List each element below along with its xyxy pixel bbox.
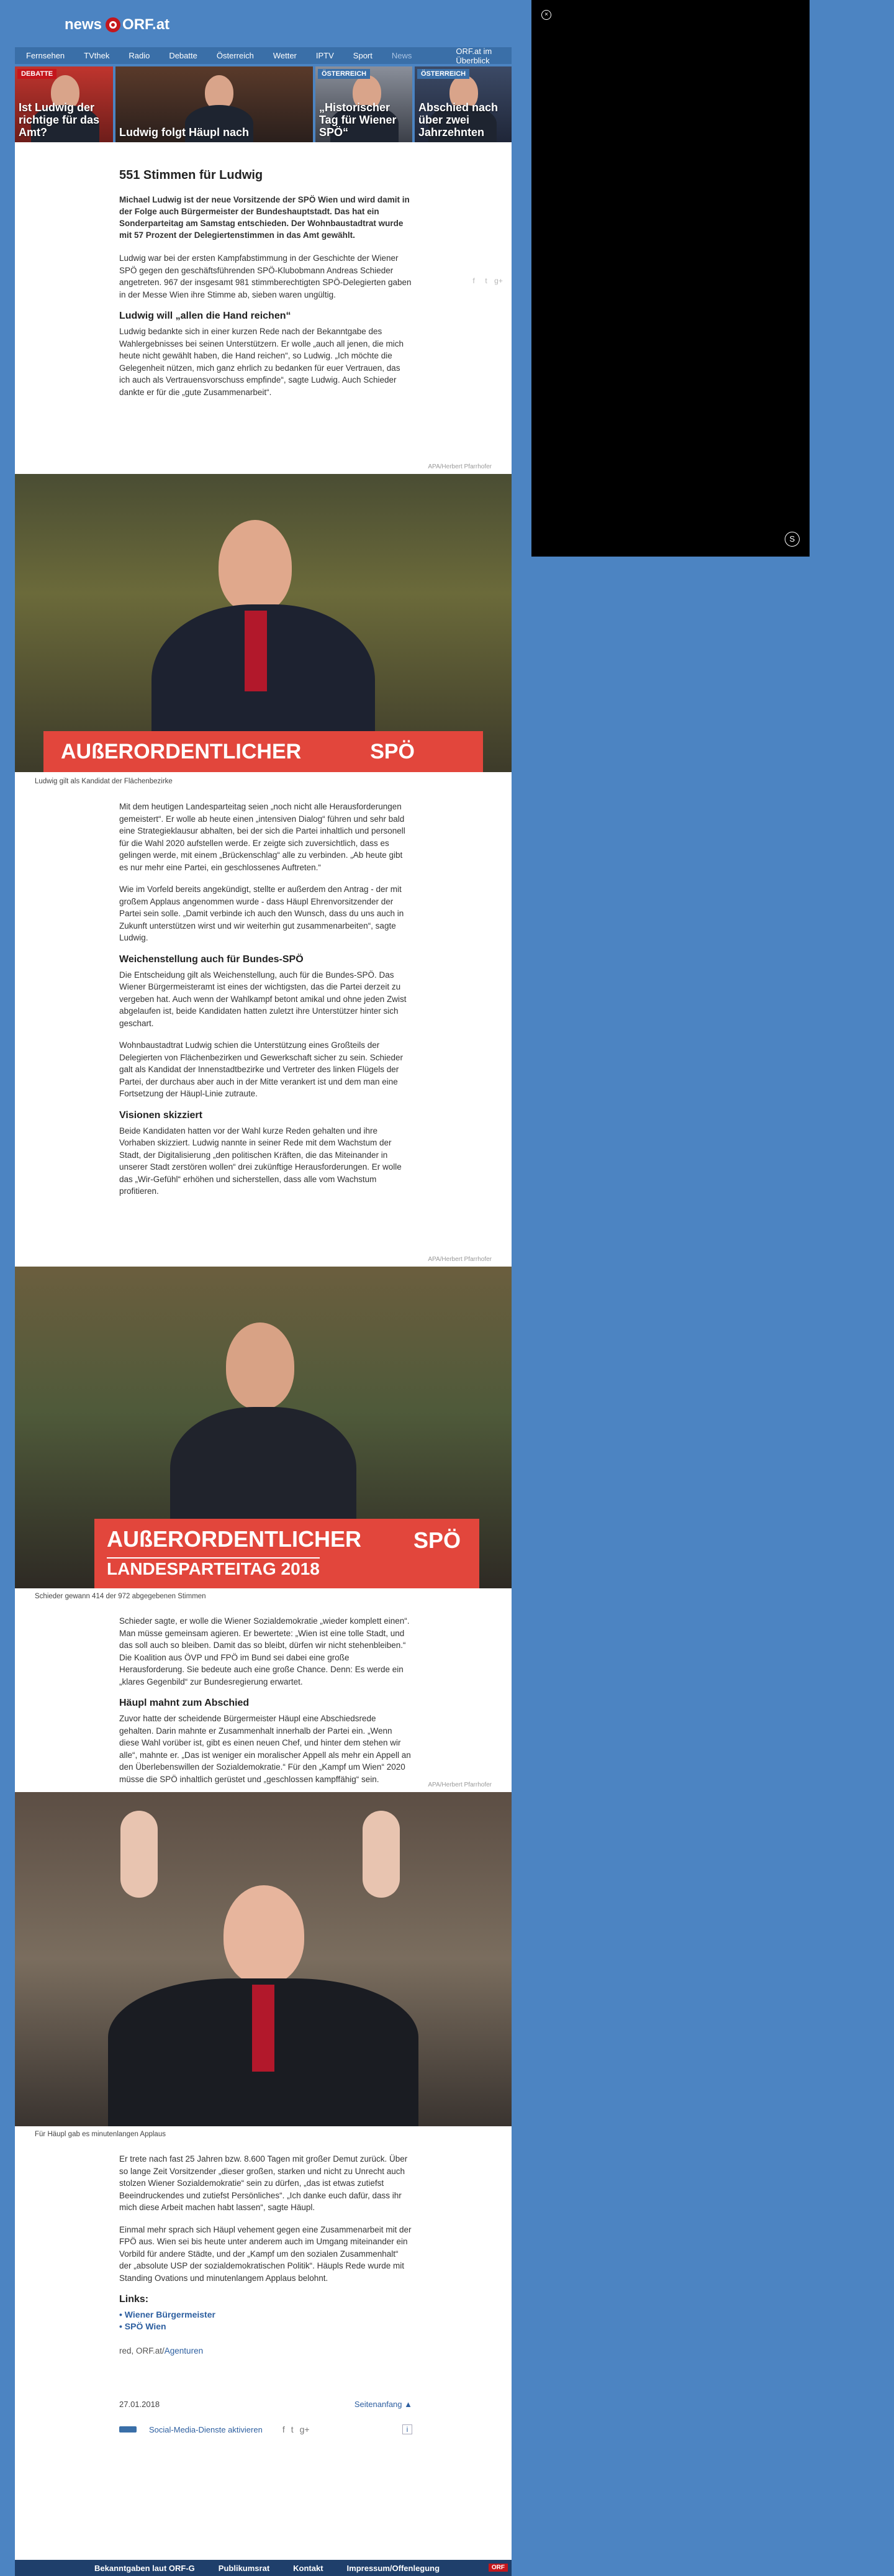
- photo-hand-left: [120, 1811, 158, 1898]
- footer-link-publikumsrat[interactable]: Publikumsrat: [218, 2563, 270, 2573]
- subheading: Häupl mahnt zum Abschied: [119, 1698, 250, 1708]
- photo-haeupl: [15, 1792, 512, 2126]
- ad-panel[interactable]: [531, 0, 810, 557]
- footer-orf-logo[interactable]: ORF: [489, 2564, 508, 2572]
- twitter-icon[interactable]: t: [291, 2424, 294, 2434]
- photo-schieder: [15, 1267, 512, 1588]
- photo-caption: Ludwig gilt als Kandidat der Flächenbezirke: [35, 778, 173, 785]
- logo-news: news: [65, 16, 102, 33]
- paragraph: Zuvor hatte der scheidende Bürgermeister Häupl eine Abschiedsrede gehalten. Darin mahnte er Zusammenhalt innerhalb der Partei ein. „Wenn diese Wahl vorüber ist, gibt es einen neuen Chef, und hinter dem stehen wir alle“, mahnte er. „Das ist weniger ein moralischer Appell als mehr ein Appell an den Überlebenswillen der Sozialdemokratie.“ Für den „Kampf um Wien“ 2020 müsse die SPÖ inhaltlich gerüstet und „geschlossen kampffähig“ sein.: [119, 1714, 411, 1784]
- header: [15, 0, 512, 47]
- ad-close-icon[interactable]: ×: [541, 10, 551, 20]
- podium-spo: SPÖ: [413, 1527, 461, 1553]
- teaser-title: „Historischer Tag für Wiener SPÖ“: [319, 101, 397, 139]
- article-container: [15, 142, 512, 2560]
- teaser-card[interactable]: [315, 66, 412, 142]
- footer-link-kontakt[interactable]: Kontakt: [293, 2563, 323, 2573]
- teaser-tag: ÖSTERREICH: [318, 69, 370, 79]
- main-nav: [15, 47, 512, 64]
- paragraph: Einmal mehr sprach sich Häupl vehement gegen eine Zusammenarbeit mit der FPÖ aus. Wien sei bis heute unter anderem auch im Umgang miteinander ein Vorbild für andere Städte, und der „Kampf um den sozialen Zusammenhalt“ der „absolute USP der sozialdemokratischen Politik“. Häupls Rede wurde mit Standing Ovations und minutenlangem Applaus belohnt.: [119, 2224, 412, 2283]
- photo-tie: [245, 611, 267, 691]
- paragraph: Die Entscheidung gilt als Weichenstellung, auch für die Bundes-SPÖ. Das Wiener Bürgermeisteramt ist eines der wichtigsten, das die Partei derzeit zu vergeben hat. Auch wenn der Wahlkampf betont amikal und ohne jeden Zwist abgelaufen ist, beide Kandidaten hatten zuletzt ihre Unterstützer hinter sich geschart.: [119, 970, 407, 1028]
- article-section-4: [119, 2153, 412, 2368]
- podium-text: AUßERORDENTLICHER: [61, 740, 302, 763]
- links-heading: Links:: [119, 2294, 149, 2305]
- teaser-tag: DEBATTE: [17, 69, 56, 79]
- googleplus-icon[interactable]: g+: [299, 2424, 310, 2434]
- links-list: [119, 2309, 412, 2333]
- social-activate-label[interactable]: Social-Media-Dienste aktivieren: [149, 2424, 263, 2434]
- link-wiener-buergermeister[interactable]: • Wiener Bürgermeister: [119, 2309, 412, 2321]
- teaser-card[interactable]: [415, 66, 512, 142]
- paragraph: Mit dem heutigen Landesparteitag seien „noch nicht alle Herausforderungen gemeistert“. Er wolle ab heute einen „intensiven Dialog“ führen und sehr bald eine Strategieklausur abhalten, bei der sich die Partei inhaltlich und personell für die Wahl 2020 aufstellen werde. Er zeigte sich zuversichtlich, dass es gelingen werde, mit einem „Brückenschlag“ alle zu verbinden. „Ab heute gibt es nur mehr eine Partei, ein geschlossenes Auftreten.“: [119, 802, 405, 872]
- share-icons: [469, 276, 503, 285]
- source-prefix: red, ORF.at/: [119, 2346, 165, 2355]
- photo-ludwig: [15, 474, 512, 772]
- paragraph: Wie im Vorfeld bereits angekündigt, stellte er außerdem den Antrag - der mit großem Applaus angenommen wurde - dass Häupl Ehrenvorsitzender der Partei sein solle. „Damit verbinde ich auch den Wunsch, dass du uns auch in Zukunft unterstützen wirst und wir weiterhin gut zusammenarbeiten“, sagte Ludwig.: [119, 885, 404, 942]
- teaser-tag: ÖSTERREICH: [417, 69, 469, 79]
- footer-link-bekanntgaben[interactable]: Bekanntgaben laut ORF-G: [94, 2563, 195, 2573]
- nav-item-wetter[interactable]: Wetter: [273, 51, 297, 60]
- page: [15, 0, 512, 2559]
- nav-item-fernsehen[interactable]: Fernsehen: [26, 51, 65, 60]
- paragraph: Wohnbaustadtrat Ludwig schien die Unterstützung eines Großteils der Delegierten von Flächenbezirken und Gewerkschaft sicher zu sein. Schieder galt als Kandidat der Innenstadtbezirke und Vertreter des linken Flügels der Partei, der durchaus aber auch in der Mitte verankert ist und dem man eine Fortsetzung der Häupl-Linie zutraute.: [119, 1040, 403, 1098]
- photo-caption: Schieder gewann 414 der 972 abgegebenen Stimmen: [35, 1593, 206, 1600]
- links-box: [119, 2294, 412, 2333]
- facebook-icon[interactable]: f: [282, 2424, 285, 2434]
- nav-item-oesterreich[interactable]: Österreich: [216, 51, 254, 60]
- podium-text-2: LANDESPARTEITAG 2018: [107, 1557, 320, 1580]
- podium-spo: SPÖ: [370, 740, 415, 763]
- photo-credit: APA/Herbert Pfarrhofer: [428, 1782, 492, 1788]
- nav-item-tvthek[interactable]: TVthek: [84, 51, 110, 60]
- paragraph: Ludwig bedankte sich in einer kurzen Rede nach der Bekanntgabe des Wahlergebnisses bei seinen Unterstützern. Er wolle „auch all jenen, die mich heute nicht gewählt haben, die Hand reichen“, so Ludwig. „Ich möchte die Gelegenheit nützen, mich ganz ehrlich zu bedanken für euer Vertrauen, das ich auch als Vertrauensvorschuss empfinde“, sagte Ludwig. Auch Schieder dankte er für die „gute Zusammenarbeit“.: [119, 327, 404, 397]
- link-spoe-wien[interactable]: • SPÖ Wien: [119, 2321, 412, 2333]
- article-title: 551 Stimmen für Ludwig: [119, 168, 263, 182]
- article-section-3: [119, 1615, 412, 1795]
- orf-logo[interactable]: [65, 16, 169, 34]
- photo-face: [226, 1322, 294, 1409]
- article-lead: Michael Ludwig ist der neue Vorsitzende der SPÖ Wien und wird damit in der Folge auch Bürgermeister der Bundeshauptstadt. Das hat ein Sonderparteitag am Samstag entschieden. Der Wohnbaustadtrat wurde mit 57 Prozent der Delegiertenstimmen in das Amt gewählt.: [119, 195, 410, 240]
- subheading: Visionen skizziert: [119, 1109, 202, 1121]
- nav-overview-link[interactable]: ORF.at im Überblick: [456, 46, 492, 65]
- photo-tie: [252, 1985, 274, 2072]
- teaser-title: Abschied nach über zwei Jahrzehnten: [418, 101, 499, 139]
- teaser-card[interactable]: [15, 66, 113, 142]
- photo-credit: APA/Herbert Pfarrhofer: [428, 463, 492, 470]
- photo-credit: APA/Herbert Pfarrhofer: [428, 1256, 492, 1263]
- photo-hand-right: [363, 1811, 400, 1898]
- social-bar: [119, 2423, 412, 2436]
- teaser-card[interactable]: [115, 66, 313, 142]
- article-section-2: [119, 801, 412, 1208]
- twitter-icon[interactable]: t: [485, 276, 487, 285]
- ad-badge-icon[interactable]: S: [785, 532, 800, 547]
- teaser-strip: [15, 66, 512, 142]
- nav-item-news[interactable]: News: [391, 51, 412, 60]
- source-link[interactable]: Agenturen: [164, 2346, 204, 2355]
- logo-orf: ORF.at: [122, 16, 170, 33]
- paragraph: Er trete nach fast 25 Jahren bzw. 8.600 Tagen mit großer Demut zurück. Über so lange Zeit Vorsitzender „dieser großen, starken und nicht zu Unrecht auch stolzen Wiener Sozialdemokratie“ sein zu dürfen, „das ist etwas zutiefst Beeindruckendes und zutiefst Persönliches“. „Ich danke euch dafür, dass ihr mich diese Arbeit machen habt lassen“, sagte Häupl.: [119, 2154, 408, 2212]
- source-line: [119, 2346, 412, 2355]
- podium-text: AUßERORDENTLICHER: [107, 1526, 361, 1552]
- photo-face: [219, 520, 292, 613]
- subheading: Weichenstellung auch für Bundes-SPÖ: [119, 953, 304, 965]
- orf-ball-icon: [106, 17, 120, 32]
- article-date: 27.01.2018: [119, 2400, 160, 2409]
- teaser-title: Ludwig folgt Häupl nach: [119, 126, 249, 139]
- googleplus-icon[interactable]: g+: [494, 276, 503, 285]
- subheading: Ludwig will „allen die Hand reichen“: [119, 311, 291, 321]
- article-section-1: [119, 168, 412, 408]
- paragraph: Schieder sagte, er wolle die Wiener Sozialdemokratie „wieder komplett einen“. Man müsse gemeinsam agieren. Er bewertete: „Wien ist eine tolle Stadt, und das soll auch so bleiben. Damit das so bleibt, dürfen wir nicht stehenbleiben.“ Die Koalition aus ÖVP und FPÖ im Bund sei dabei eine große Herausforderung. Sie bedeute auch eine große Chance. Denn: Es werde ein „klares Gegenbild“ zur Bundesregierung erwartet.: [119, 1616, 410, 1686]
- nav-item-iptv[interactable]: IPTV: [315, 51, 334, 60]
- info-icon[interactable]: i: [402, 2424, 412, 2434]
- social-toggle[interactable]: [119, 2426, 137, 2433]
- nav-item-sport[interactable]: Sport: [353, 51, 372, 60]
- photo-caption: Für Häupl gab es minutenlangen Applaus: [35, 2131, 166, 2138]
- nav-item-radio[interactable]: Radio: [129, 51, 150, 60]
- paragraph: Ludwig war bei der ersten Kampfabstimmung in der Geschichte der Wiener SPÖ gegen den geschäftsführenden SPÖ-Klubobmann Andreas Schieder angetreten. 967 der insgesamt 981 stimmberechtigten SPÖ-Delegierten gaben in der Messe Wien ihre Stimme ab, sieben waren ungültig.: [119, 253, 412, 299]
- nav-item-debatte[interactable]: Debatte: [169, 51, 197, 60]
- photo-face: [224, 1885, 304, 1985]
- podium-sign: [94, 1519, 479, 1588]
- back-to-top-link[interactable]: Seitenanfang ▲: [354, 2400, 412, 2409]
- facebook-icon[interactable]: f: [472, 276, 475, 285]
- date-row: [119, 2400, 412, 2409]
- paragraph: Beide Kandidaten hatten vor der Wahl kurze Reden gehalten und ihre Vorhaben skizziert. Ludwig nannte in seiner Rede mit dem Wachstum der Stadt, der Digitalisierung „den politischen Kräften, die das Miteinander in unserer Stadt zerstören wollen“ drei zukünftige Herausforderungen. Er wolle das „Wir-Gefühl“ erhöhen und sicherstellen, dass alle vom Wachstum profitieren.: [119, 1126, 402, 1196]
- teaser-title: Ist Ludwig der richtige für das Amt?: [19, 101, 100, 139]
- footer: [15, 2560, 512, 2576]
- podium-sign: [43, 731, 483, 772]
- footer-link-impressum[interactable]: Impressum/Offenlegung: [346, 2563, 440, 2573]
- social-icons: [282, 2424, 310, 2434]
